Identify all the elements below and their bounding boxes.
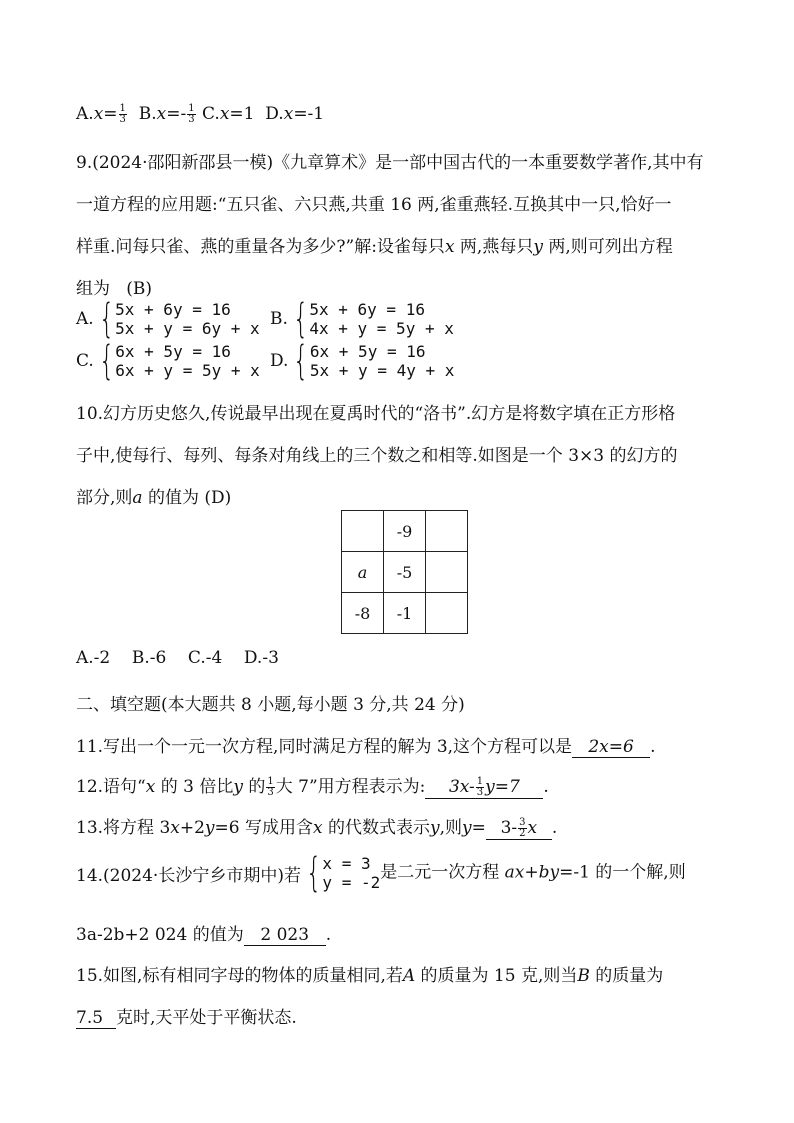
q9-option-c: C. { 6x + 5y = 16 6x + y = 5y + x bbox=[76, 338, 260, 384]
q8-options: A.x= $\frac{1}{3}$ B.x=- $\frac{1}{3}$ C.x=1 D.x=-1 bbox=[76, 103, 325, 125]
q9-option-a: A. { 5x + 6y = 16 5x + y = 6y + x bbox=[76, 296, 260, 342]
q9-option-b: B. { 5x + 6y = 16 4x + y = 5y + x bbox=[270, 296, 454, 342]
magic-cell: -8 bbox=[342, 593, 384, 634]
q12-answer: 3x- $\frac{1}{3}$ y=7 bbox=[425, 777, 543, 799]
section-heading: 二、填空题(本大题共 8 小题,每小题 3 分,共 24 分) bbox=[76, 695, 465, 715]
magic-cell: -1 bbox=[384, 593, 426, 634]
q13-answer: 3- $\frac{3}{2}$ x bbox=[486, 818, 552, 840]
q14-line1: 14.(2024·长沙宁乡市期中)若 { x = 3 y = -2 是二元一次方程 ax+by=-1 的一个解,则 bbox=[76, 850, 686, 896]
q10-line3: 部分,则a 的值为 (D) bbox=[76, 488, 232, 508]
q15-line2: 7.5 克时,天平处于平衡状态. bbox=[76, 1008, 297, 1028]
q10-answer: (D) bbox=[204, 488, 232, 508]
fraction: $\frac{1}{3}$ bbox=[267, 776, 274, 798]
magic-square bbox=[341, 510, 468, 634]
q14-line2: 3a-2b+2 024 的值为 2 023 . bbox=[76, 925, 332, 945]
q9-line4: 组为 (B) bbox=[76, 279, 152, 299]
magic-cell: a bbox=[342, 552, 384, 593]
q15-line1: 15.如图,标有相同字母的物体的质量相同,若A 的质量为 15 克,则当B 的质量为 bbox=[76, 966, 664, 986]
q9-line1: 9.(2024·邵阳新邵县一模)《九章算术》是一部中国古代的一本重要数学著作,其中有 bbox=[76, 153, 704, 173]
q10-line1: 10.幻方历史悠久,传说最早出现在夏禹时代的“洛书”.幻方是将数字填在正方形格 bbox=[76, 404, 676, 424]
q9-line3: 样重.问每只雀、燕的重量各为多少?”解:设雀每只x 两,燕每只y 两,则可列出方程 bbox=[76, 237, 673, 257]
magic-cell bbox=[426, 511, 468, 552]
q9-answer: (B) bbox=[126, 279, 152, 299]
q9-line2: 一道方程的应用题:“五只雀、六只燕,共重 16 两,雀重燕轻.互换其中一只,恰好一 bbox=[76, 195, 672, 215]
q15-answer: 7.5 bbox=[76, 1008, 116, 1029]
magic-cell: -9 bbox=[384, 511, 426, 552]
q10-options: A.-2 B.-6 C.-4 D.-3 bbox=[76, 648, 279, 668]
q12: 12.语句“x 的 3 倍比y 的 $\frac{1}{3}$ 大 7”用方程表示为: 3x- $\frac{1}{3}$ y=7 . bbox=[76, 776, 549, 798]
magic-cell bbox=[426, 552, 468, 593]
q11-answer: 2x=6 bbox=[572, 737, 650, 758]
q9-option-d: D. { 6x + 5y = 16 5x + y = 4y + x bbox=[270, 338, 455, 384]
q10-line2: 子中,使每行、每列、每条对角线上的三个数之和相等.如图是一个 3×3 的幻方的 bbox=[76, 446, 678, 466]
q11: 11.写出一个一元一次方程,同时满足方程的解为 3,这个方程可以是 2x=6 . bbox=[76, 737, 656, 757]
magic-cell bbox=[426, 593, 468, 634]
q14-answer: 2 023 bbox=[244, 925, 326, 946]
magic-cell: -5 bbox=[384, 552, 426, 593]
fraction: $\frac{1}{3}$ bbox=[119, 103, 126, 125]
q13: 13.将方程 3x+2y=6 写成用含x 的代数式表示y,则y= 3- $\frac{3}{2}$ x . bbox=[76, 817, 558, 839]
fraction: $\frac{1}{3}$ bbox=[188, 103, 195, 125]
magic-cell bbox=[342, 511, 384, 552]
